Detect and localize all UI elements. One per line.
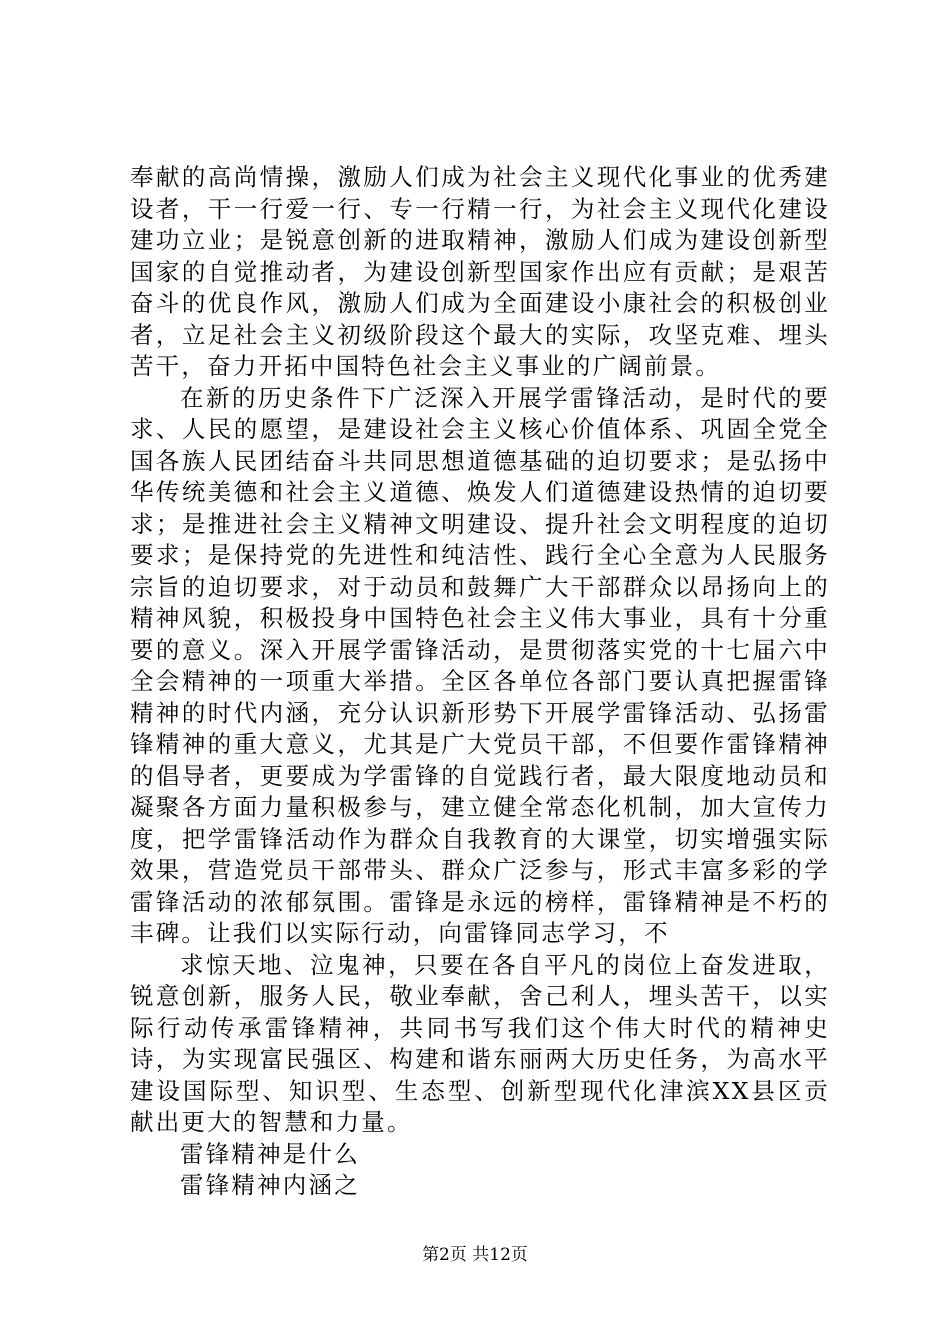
page-number-footer: 第2页 共12页: [422, 1245, 528, 1265]
heading-line-2: 雷锋精神内涵之: [180, 1171, 360, 1199]
heading-line-1: 雷锋精神是什么: [180, 1139, 360, 1168]
paragraph-3: 求惊天地、泣鬼神，只要在各自平凡的岗位上奋发进取，锐意创新，服务人民，敬业奉献，舍己利人，埋头苦干，以实际行动传承雷锋精神，共同书写我们这个伟大时代的精神史诗，为实现富民强区、构建和谐东丽两大历史任务，为高水平建设国际型、知识型、生态型、创新型现代化津滨XX县区贡献出更大的智慧和力量。: [130, 950, 830, 1136]
document-body: [130, 162, 830, 1202]
paragraph-2: 在新的历史条件下广泛深入开展学雷锋活动，是时代的要求、人民的愿望，是建设社会主义核心价值体系、巩固全党全国各族人民团结奋斗共同思想道德基础的迫切要求；是弘扬中华传统美德和社会主义道德、焕发人们道德建设热情的迫切要求；是推进社会主义精神文明建设、提升社会文明程度的迫切要求；是保持党的先进性和纯洁性、践行全心全意为人民服务宗旨的迫切要求，对于动员和鼓舞广大干部群众以昂扬向上的精神风貌，积极投身中国特色社会主义伟大事业，具有十分重要的意义。深入开展学雷锋活动，是贯彻落实党的十七届六中全会精神的一项重大举措。全区各单位各部门要认真把握雷锋精神的时代内涵，充分认识新形势下开展学雷锋活动、弘扬雷锋精神的重大意义，尤其是广大党员干部，不但要作雷锋精神的倡导者，更要成为学雷锋的自觉践行者，最大限度地动员和凝聚各方面力量积极参与，建立健全常态化机制，加大宣传力度，把学雷锋活动作为群众自我教育的大课堂，切实增强实际效果，营造党员干部带头、群众广泛参与，形式丰富多彩的学雷锋活动的浓郁氛围。雷锋是永远的榜样，雷锋精神是不朽的丰碑。让我们以实际行动，向雷锋同志学习，不: [130, 383, 830, 947]
paragraph-1: 奉献的高尚情操，激励人们成为社会主义现代化事业的优秀建设者，干一行爱一行、专一行精一行，为社会主义现代化建设建功立业；是锐意创新的进取精神，激励人们成为建设创新型国家的自觉推动者，为建设创新型国家作出应有贡献；是艰苦奋斗的优良作风，激励人们成为全面建设小康社会的积极创业者，立足社会主义初级阶段这个最大的实际，攻坚克难、埋头苦干，奋力开拓中国特色社会主义事业的广阔前景。: [130, 163, 830, 380]
